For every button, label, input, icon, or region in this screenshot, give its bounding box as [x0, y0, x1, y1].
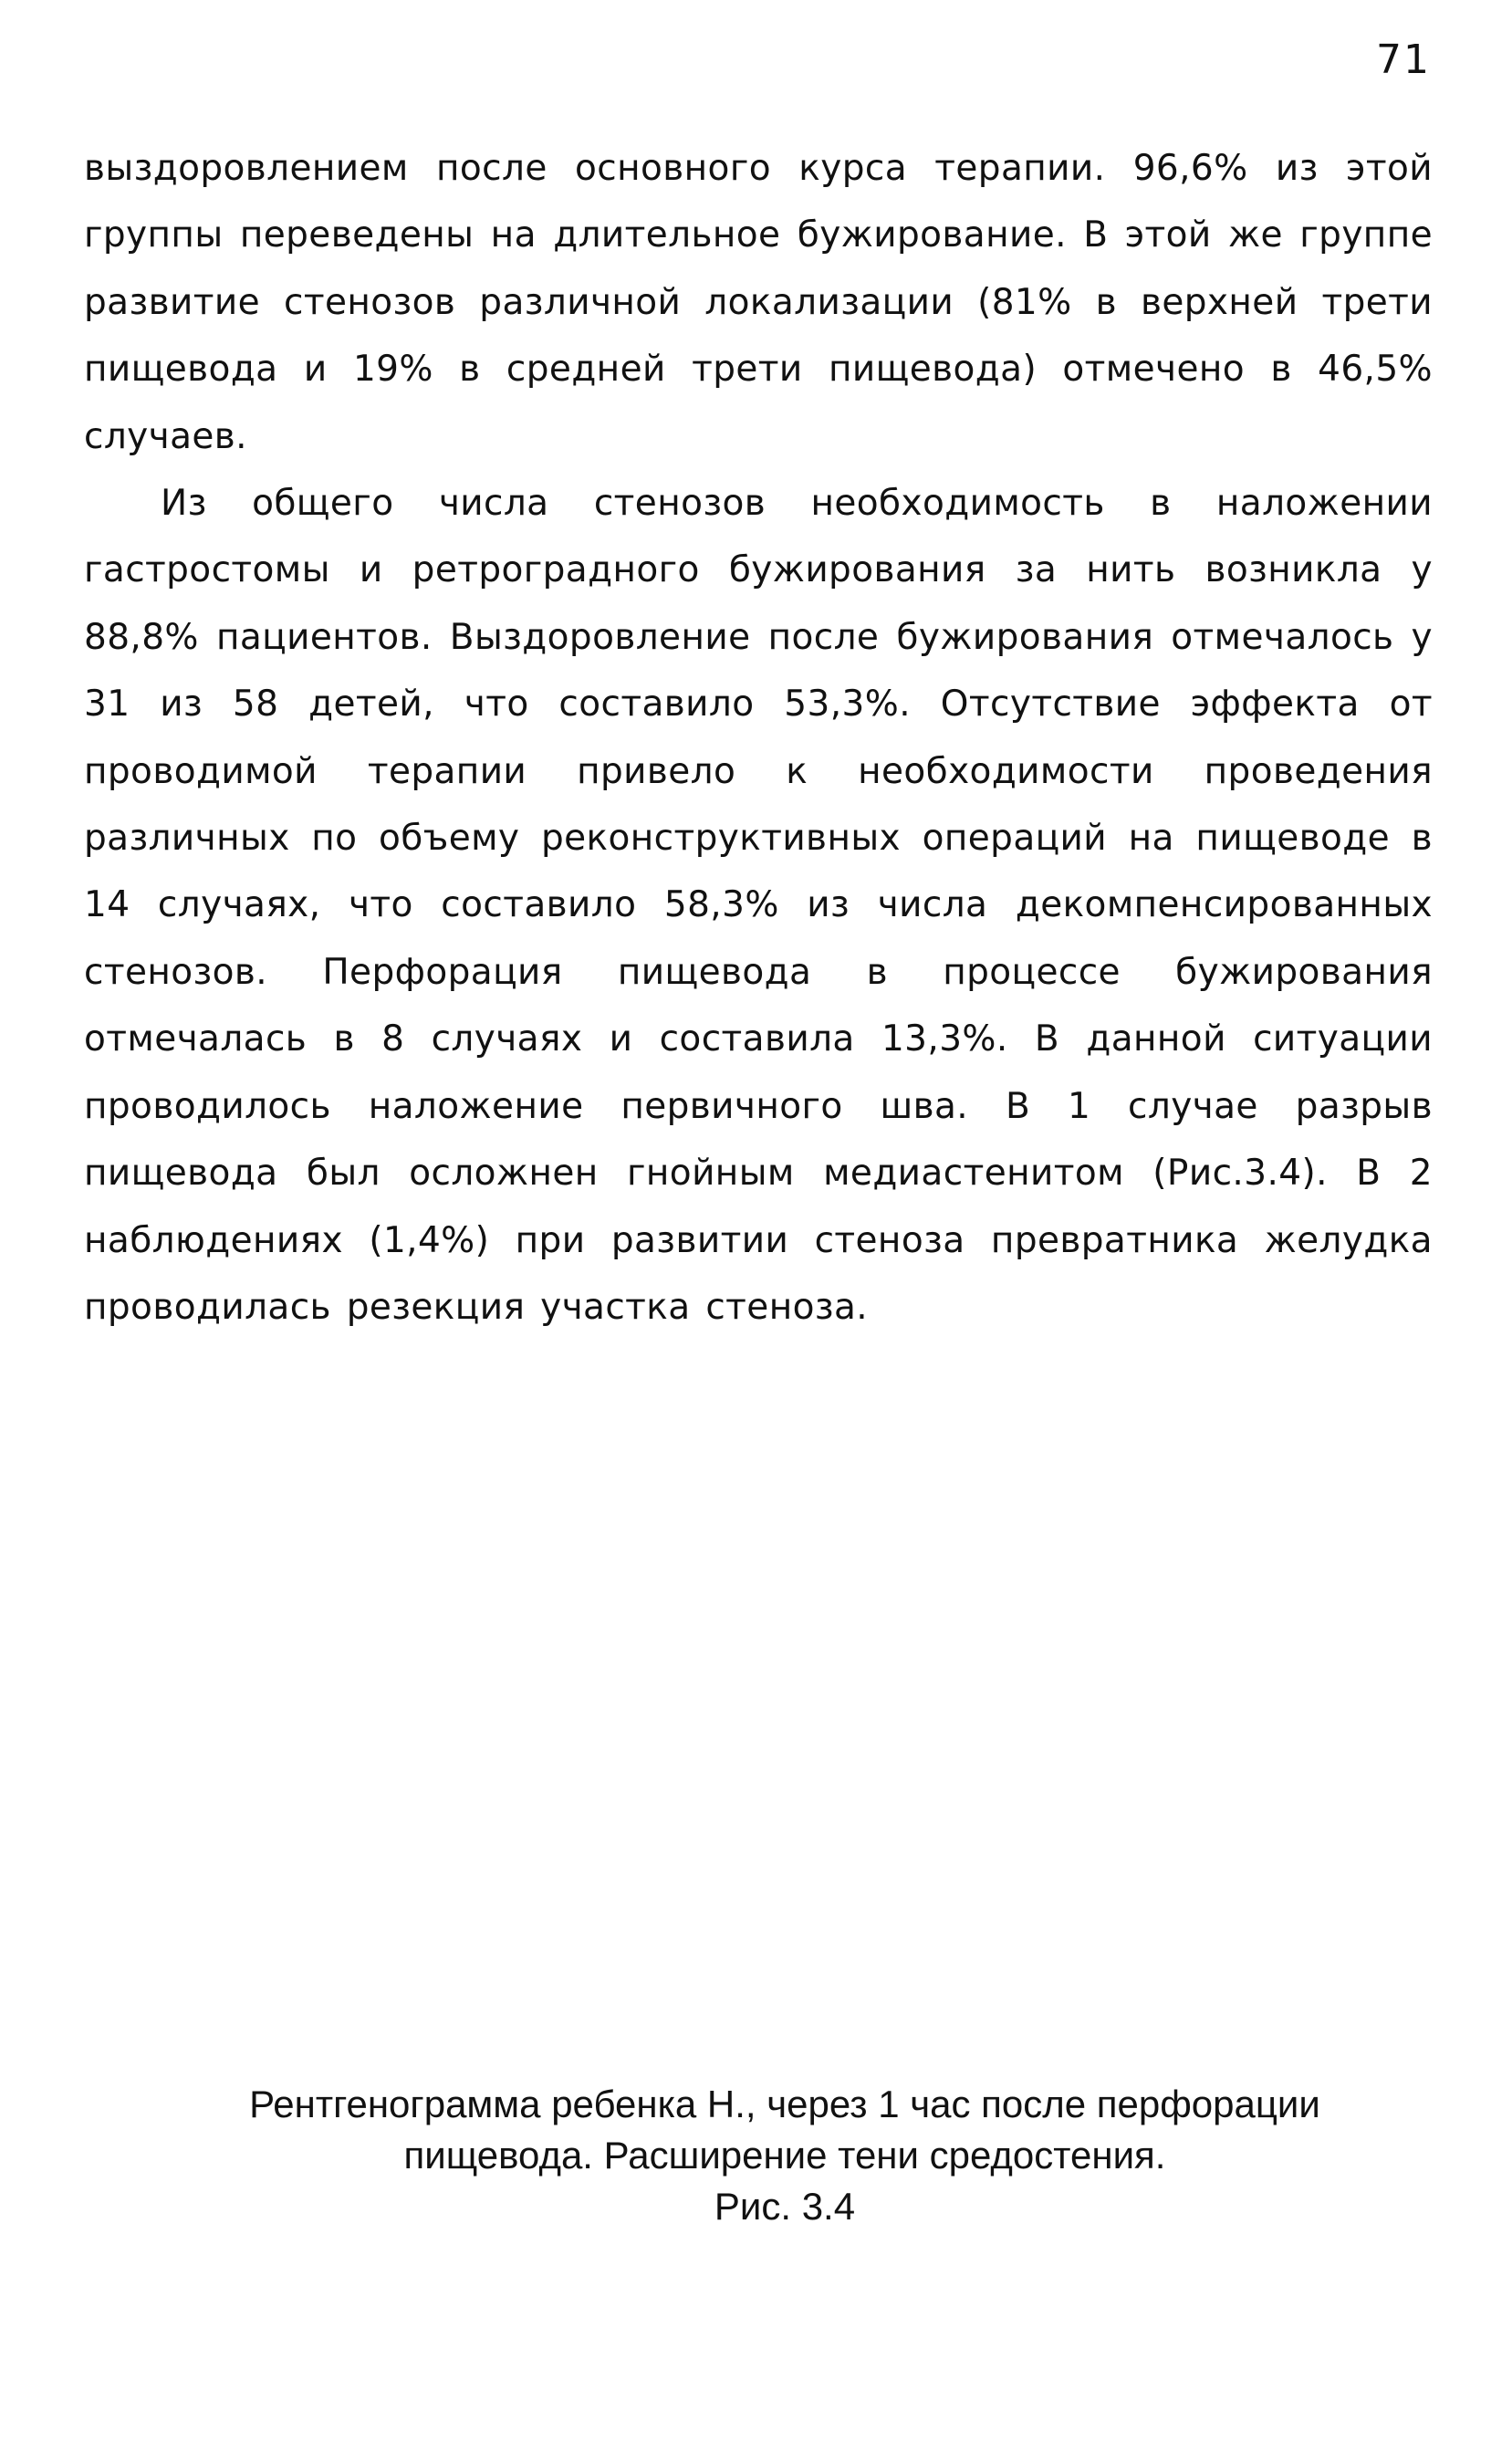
body-text: [84, 135, 1433, 1341]
figure-label: Рис. 3.4: [714, 2185, 856, 2228]
caption-line-1: Рентгенограмма ребенка Н., через 1 час после перфорации: [249, 2083, 1320, 2125]
figure-caption: [164, 2079, 1405, 2232]
caption-line-2: пищевода. Расширение тени средостения.: [403, 2134, 1166, 2177]
paragraph-1: выздоровлением после основного курса терапии. 96,6% из этой группы переведены на длительное бужирование. В этой же группе развитие стенозов различной локализации (81% в верхней трети пищевода и 19% в средней трети пищевода) отмечено в 46,5% случаев.: [84, 148, 1433, 457]
paragraph-2: Из общего числа стенозов необходимость в наложении гастростомы и ретроградного бужирования за нить возникла у 88,8% пациентов. Выздоровление после бужирования отмечалось у 31 из 58 детей, что составило 53,3%. Отсутствие эффекта от проводимой терапии привело к необходимости проведения различных по объему реконструктивных операций на пищеводе в 14 случаях, что составило 58,3% из числа декомпенсированных стенозов. Перфорация пищевода в процессе бужирования отмечалась в 8 случаях и составила 13,3%. В данной ситуации проводилось наложение первичного шва. В 1 случае разрыв пищевода был осложнен гнойным медиастенитом (Рис.3.4). В 2 наблюдениях (1,4%) при развитии стеноза превратника желудка проводилась резекция участка стеноза.: [84, 483, 1433, 1328]
page-number: 71: [1376, 37, 1431, 83]
